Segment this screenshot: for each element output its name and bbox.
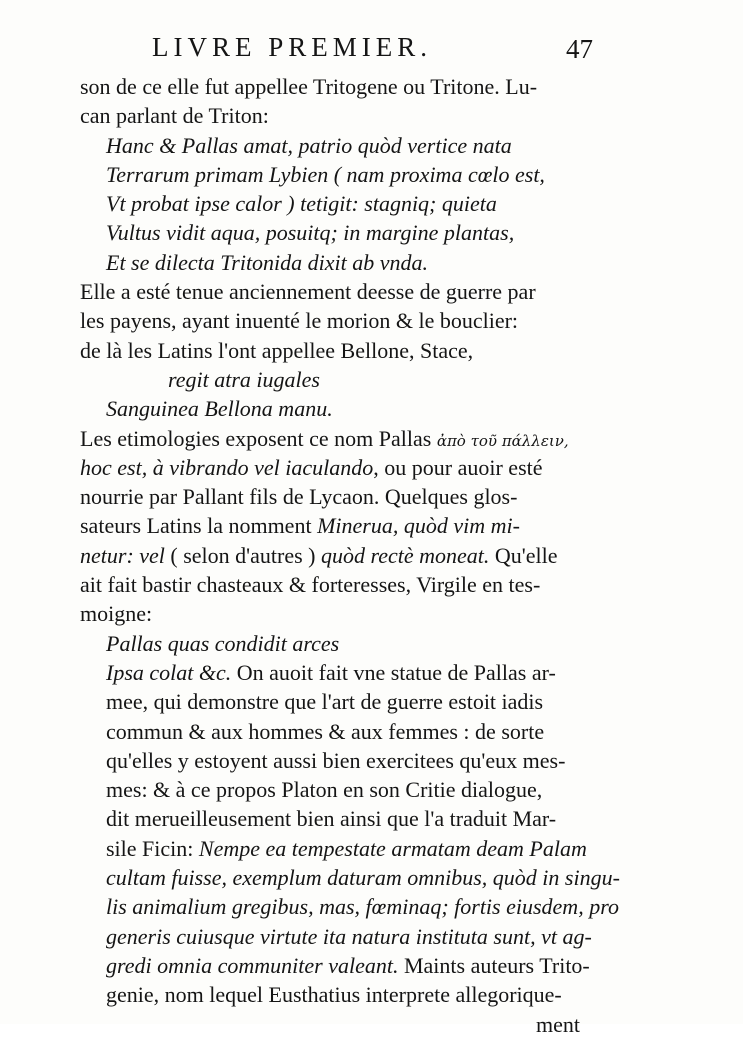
latin-phrase: Minerua, quòd vim mi- — [317, 513, 520, 539]
latin-phrase: quòd rectè moneat. — [321, 542, 490, 568]
text-line: mes: & à ce propos Platon en son Critie dialogue, — [106, 777, 543, 803]
text-line: can parlant de Triton: — [80, 103, 269, 129]
text-line: Sanguinea Bellona manu. — [106, 396, 333, 422]
text-line — [80, 424, 580, 453]
text-line — [80, 541, 580, 570]
text-line: son de ce elle fut appellee Tritogene ou Tritone. Lu- — [80, 74, 538, 99]
text-line: Elle a esté tenue anciennement deesse de guerre par — [80, 279, 536, 305]
text-segment: , ou pour auoir esté — [373, 454, 543, 480]
text-line — [80, 951, 590, 980]
text-line: Vt probat ipse calor ) tetigit: stagniq; quieta — [106, 191, 497, 217]
latin-phrase: gredi omnia communiter valeant. — [106, 952, 399, 978]
latin-phrase: hoc est, à vibrando vel iaculando — [80, 454, 374, 480]
text-line — [80, 453, 580, 482]
text-line: qu'elles y estoyent aussi bien exercitees qu'eux mes- — [106, 747, 566, 773]
text-segment: Maints auteurs Trito- — [398, 952, 590, 978]
text-line: cultam fuisse, exemplum daturam omnibus, quòd in singu- — [106, 865, 620, 891]
text-segment: Qu'elle — [489, 542, 558, 568]
text-segment: On auoit fait vne statue de Pallas ar- — [231, 659, 556, 685]
text-line: generis cuiusque virtute ita natura instituta sunt, vt ag- — [106, 923, 592, 949]
text-segment: Les etimologies exposent ce nom Pallas — [80, 425, 437, 451]
text-line: Et se dilecta Tritonida dixit ab vnda. — [106, 249, 429, 275]
text-line: Vultus vidit aqua, posuitq; in margine plantas, — [106, 220, 515, 246]
text-line: nourrie par Pallant fils de Lycaon. Quelques glos- — [80, 484, 518, 510]
text-line: mee, qui demonstre que l'art de guerre estoit iadis — [106, 689, 544, 715]
text-line: ment — [536, 1011, 580, 1037]
text-body — [80, 72, 620, 1039]
running-head: LIVRE PREMIER. — [152, 32, 433, 62]
text-line: Terrarum primam Lybien ( nam proxima cœlo est, — [106, 161, 545, 187]
text-line — [80, 511, 580, 540]
latin-phrase: Ipsa colat &c. — [106, 659, 232, 685]
text-line: Pallas quas condidit arces — [106, 630, 340, 656]
text-line: dit merueilleusement bien ainsi que l'a traduit Mar- — [106, 806, 557, 832]
text-line: ait fait bastir chasteaux & forteresses, Virgile en tes- — [80, 572, 541, 598]
latin-phrase: Nempe ea tempestate armatam deam Palam — [198, 835, 587, 861]
text-line: Hanc & Pallas amat, patrio quòd vertice nata — [106, 132, 512, 158]
text-line: lis animalium gregibus, mas, fœminaq; fortis eiusdem, pro — [106, 894, 619, 920]
text-line: les payens, ayant inuenté le morion & le bouclier: — [80, 308, 519, 334]
latin-phrase: netur: vel — [80, 542, 165, 568]
page-header — [0, 30, 743, 70]
page-number: 47 — [566, 34, 593, 64]
text-line — [80, 834, 587, 863]
text-segment: ( selon d'autres ) — [164, 542, 321, 568]
text-line: commun & aux hommes & aux femmes : de sorte — [106, 718, 545, 744]
text-segment: sile Ficin: — [106, 835, 199, 861]
text-line: moigne: — [80, 601, 153, 627]
text-segment: sateurs Latins la nomment — [80, 513, 318, 539]
text-line: genie, nom lequel Eusthatius interprete allegorique- — [106, 982, 562, 1008]
greek-phrase: ἀπὸ τοῦ πάλλειν, — [436, 431, 569, 450]
text-line: regit atra iugales — [168, 366, 320, 392]
text-line — [80, 658, 580, 687]
text-line: de là les Latins l'ont appellee Bellone, Stace, — [80, 337, 474, 363]
